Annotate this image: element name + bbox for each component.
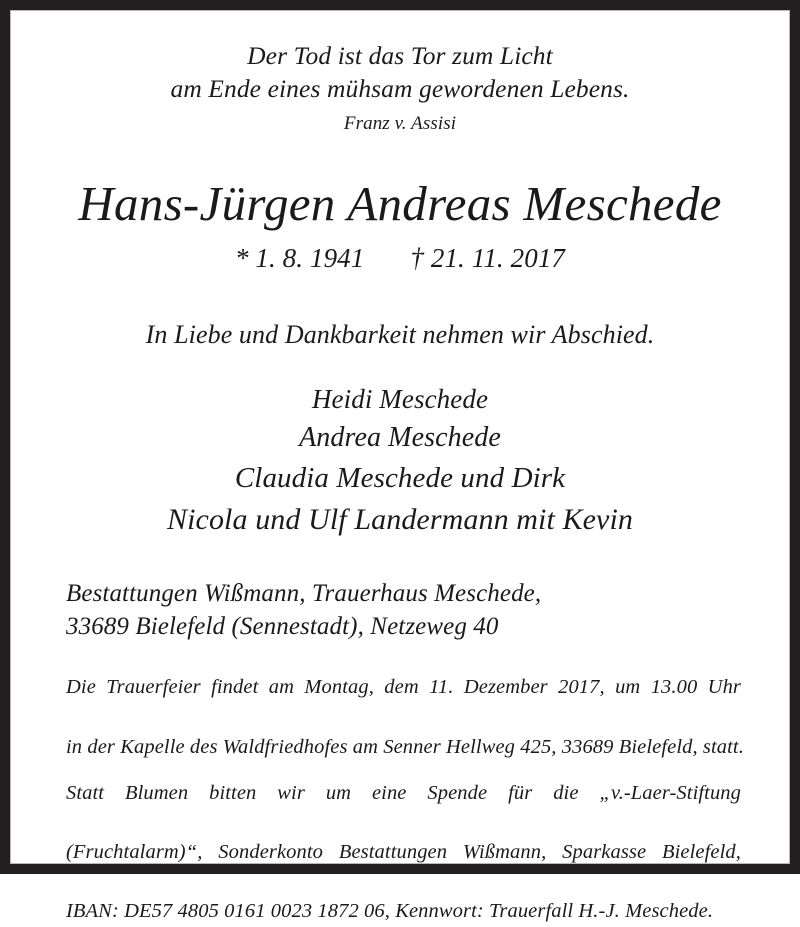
family-list xyxy=(11,380,789,542)
donation-block xyxy=(66,779,741,927)
undertaker-line-2: 33689 Bielefeld (Sennestadt), Netzeweg 40 xyxy=(66,613,499,641)
death-date: † 21. 11. 2017 xyxy=(410,243,566,274)
birth-date: * 1. 8. 1941 xyxy=(234,243,365,274)
obituary-card xyxy=(10,10,790,923)
ceremony-line-1: Die Trauerfeier findet am Montag, dem 11. Dezember 2017, um 13.00 Uhr xyxy=(66,676,741,699)
quote-author: Franz v. Assisi xyxy=(343,112,457,134)
family-member: Nicola und Ulf Landermann mit Kevin xyxy=(167,502,633,536)
deceased-block xyxy=(11,178,789,275)
farewell-text: In Liebe und Dankbarkeit nehmen wir Abschied. xyxy=(145,319,655,349)
donation-line-1: Statt Blumen bitten wir um eine Spende für die „v.-Laer-Stiftung xyxy=(66,782,741,805)
family-member: Andrea Meschede xyxy=(299,421,501,453)
life-dates xyxy=(11,243,789,275)
undertaker-block xyxy=(66,577,741,643)
donation-line-3: IBAN: DE57 4805 0161 0023 1872 06, Kennwort: Trauerfall H.-J. Meschede. xyxy=(66,900,714,923)
undertaker-line-1: Bestattungen Wißmann, Trauerhaus Meschede, xyxy=(66,580,542,608)
quote-line-2: am Ende eines mühsam gewordenen Lebens. xyxy=(170,74,630,104)
lower-details xyxy=(11,577,789,926)
ceremony-line-2: in der Kapelle des Waldfriedhofes am Senner Hellweg 425, 33689 Bielefeld, statt. xyxy=(66,735,744,758)
family-member: Heidi Meschede xyxy=(311,383,489,414)
family-member: Claudia Meschede und Dirk xyxy=(234,461,566,494)
donation-line-2: (Fruchtalarm)“, Sonderkonto Bestattungen Wißmann, Sparkasse Bielefeld, xyxy=(66,841,741,864)
quote-line-1: Der Tod ist das Tor zum Licht xyxy=(247,41,553,70)
quote-block xyxy=(11,39,789,135)
ceremony-block xyxy=(66,673,744,762)
deceased-name: Hans-Jürgen Andreas Meschede xyxy=(78,176,722,232)
